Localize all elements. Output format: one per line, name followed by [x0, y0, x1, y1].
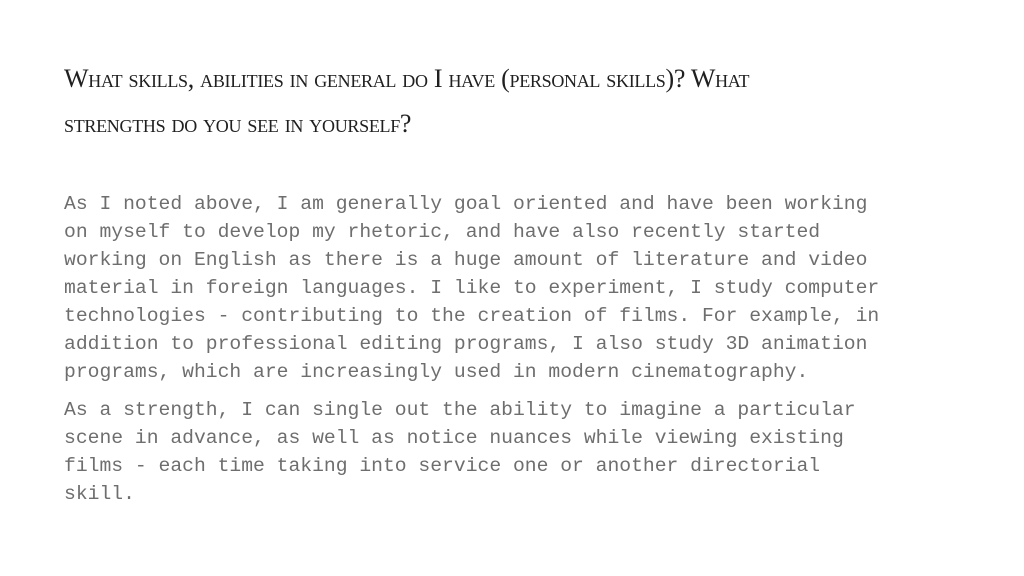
body-paragraph-1: As I noted above, I am generally goal oriented and have been working on myself to develop my rhetoric, and have also recently started working on English as there is a huge amount of literature and video material in foreign languages. I like to experiment, I study computer technologies - contributing to the creation of films. For example, in addition to professional editing programs, I also study 3D animation programs, which are increasingly used in modern cinematography. [64, 193, 880, 383]
slide-body [64, 190, 884, 508]
body-paragraph-2: As a strength, I can single out the ability to imagine a particular scene in advance, as well as notice nuances while viewing existing films - each time taking into service one or another directorial skill. [64, 399, 856, 505]
slide-heading: What skills, abilities in general do I have (personal skills)? What strengths do you see in yourself? [64, 64, 750, 138]
